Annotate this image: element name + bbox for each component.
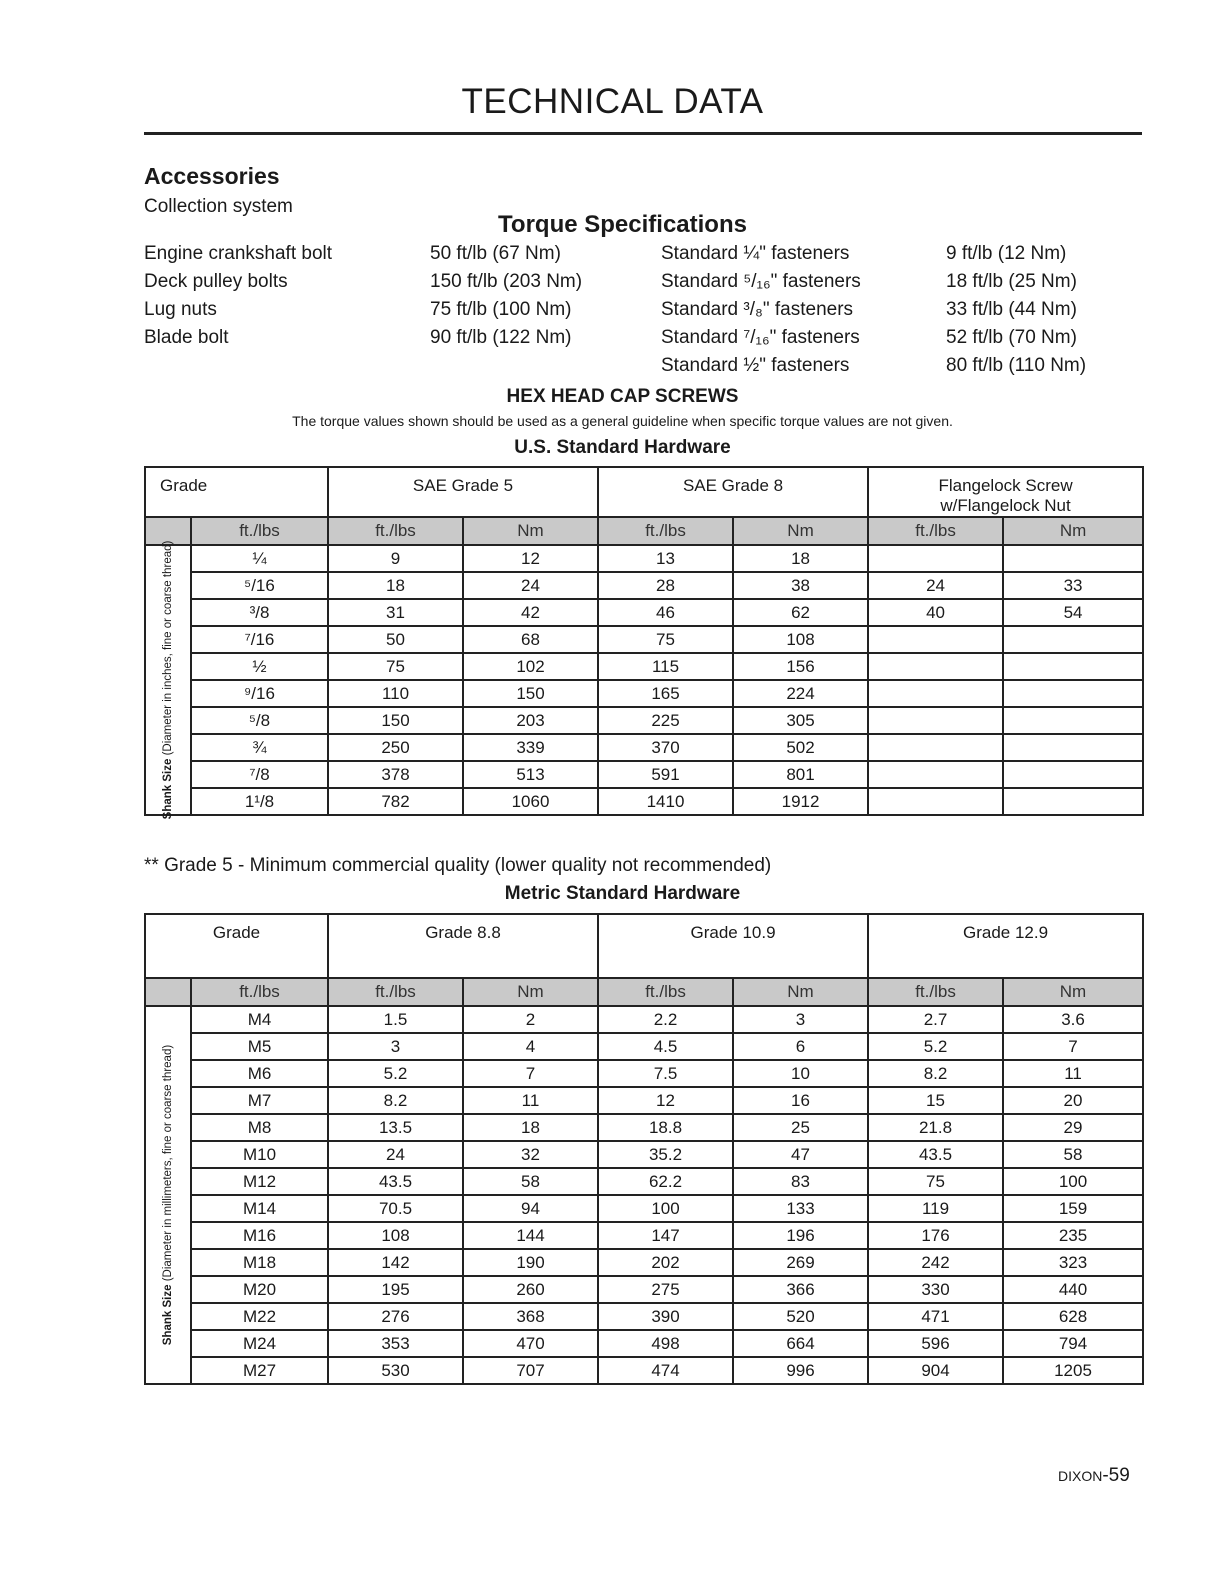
- torque-value-cell: 94: [463, 1195, 598, 1222]
- size-cell: M6: [191, 1060, 328, 1087]
- unit-cell-blank: [145, 978, 191, 1006]
- torque-value-cell: 29: [1003, 1114, 1143, 1141]
- torque-value-cell: 235: [1003, 1222, 1143, 1249]
- unit-header-cell: ft./lbs: [868, 978, 1003, 1006]
- torque-value-cell: 260: [463, 1276, 598, 1303]
- unit-header-cell: ft./lbs: [191, 978, 328, 1006]
- unit-row: [145, 978, 1143, 1006]
- shank-size-label: [145, 1006, 191, 1384]
- spec-value: 18 ft/lb (25 Nm): [946, 271, 1077, 292]
- grade-header: Grade: [145, 467, 328, 517]
- accessories-heading: Accessories: [144, 163, 280, 189]
- shank-size-label: [145, 540, 191, 820]
- torque-value-cell: 7.5: [598, 1060, 733, 1087]
- unit-header-cell: Nm: [733, 978, 868, 1006]
- torque-value-cell: 596: [868, 1330, 1003, 1357]
- torque-value-cell: 159: [1003, 1195, 1143, 1222]
- torque-value-cell: 2.2: [598, 1006, 733, 1033]
- torque-value-cell: 3: [733, 1006, 868, 1033]
- page-title: TECHNICAL DATA: [461, 82, 764, 121]
- table-row: [145, 1168, 1143, 1195]
- torque-value-cell: 323: [1003, 1249, 1143, 1276]
- size-cell: ⁷/8: [191, 761, 328, 788]
- torque-value-cell: 150: [328, 707, 463, 734]
- torque-value-cell: 470: [463, 1330, 598, 1357]
- unit-row: [145, 517, 1143, 545]
- torque-value-cell: 62.2: [598, 1168, 733, 1195]
- torque-value-cell: 62: [733, 599, 868, 626]
- unit-header-cell: ft./lbs: [598, 517, 733, 545]
- torque-value-cell: [868, 653, 1003, 680]
- size-cell: M27: [191, 1357, 328, 1384]
- torque-value-cell: 353: [328, 1330, 463, 1357]
- torque-value-cell: 390: [598, 1303, 733, 1330]
- torque-value-cell: 1.5: [328, 1006, 463, 1033]
- torque-value-cell: 18.8: [598, 1114, 733, 1141]
- torque-value-cell: 40: [868, 599, 1003, 626]
- torque-value-cell: 591: [598, 761, 733, 788]
- size-cell: M22: [191, 1303, 328, 1330]
- size-cell: ⁷/16: [191, 626, 328, 653]
- torque-value-cell: 2: [463, 1006, 598, 1033]
- size-cell: ⁹/16: [191, 680, 328, 707]
- torque-value-cell: 366: [733, 1276, 868, 1303]
- table-row: [145, 1141, 1143, 1168]
- unit-header-cell: Nm: [463, 517, 598, 545]
- torque-value-cell: 440: [1003, 1276, 1143, 1303]
- shank-size-description: (Diameter in inches, fine or coarse thread): [162, 540, 174, 759]
- unit-header-cell: Nm: [463, 978, 598, 1006]
- torque-value-cell: 165: [598, 680, 733, 707]
- torque-value-cell: [868, 761, 1003, 788]
- unit-header-cell: ft./lbs: [598, 978, 733, 1006]
- us-torque-table: [144, 466, 1144, 820]
- torque-value-cell: 628: [1003, 1303, 1143, 1330]
- unit-header-cell: Nm: [733, 517, 868, 545]
- size-cell: ½: [191, 653, 328, 680]
- torque-value-cell: 156: [733, 653, 868, 680]
- torque-value-cell: 474: [598, 1357, 733, 1384]
- torque-value-cell: 24: [328, 1141, 463, 1168]
- torque-value-cell: 195: [328, 1276, 463, 1303]
- torque-value-cell: 102: [463, 653, 598, 680]
- torque-value-cell: 42: [463, 599, 598, 626]
- unit-header-cell: ft./lbs: [328, 517, 463, 545]
- torque-value-cell: 75: [328, 653, 463, 680]
- torque-value-cell: 1912: [733, 788, 868, 815]
- torque-value-cell: 11: [1003, 1060, 1143, 1087]
- size-cell: M4: [191, 1006, 328, 1033]
- metric-table-title: Metric Standard Hardware: [504, 883, 741, 904]
- torque-value-cell: 24: [463, 572, 598, 599]
- collection-system-text: Collection system: [144, 196, 293, 217]
- torque-value-cell: 18: [733, 545, 868, 572]
- spec-label: Standard ⁷/₁₆" fasteners: [661, 327, 860, 348]
- size-cell: 1¹/8: [191, 788, 328, 815]
- size-cell: M14: [191, 1195, 328, 1222]
- torque-value-cell: 83: [733, 1168, 868, 1195]
- torque-value-cell: 16: [733, 1087, 868, 1114]
- torque-value-cell: 4.5: [598, 1033, 733, 1060]
- torque-value-cell: 6: [733, 1033, 868, 1060]
- torque-value-cell: 25: [733, 1114, 868, 1141]
- grade-10-9-header: Grade 10.9: [598, 914, 868, 978]
- torque-value-cell: 11: [463, 1087, 598, 1114]
- torque-value-cell: 147: [598, 1222, 733, 1249]
- table-row: [145, 599, 1143, 626]
- torque-value-cell: 10: [733, 1060, 868, 1087]
- torque-value-cell: 176: [868, 1222, 1003, 1249]
- torque-value-cell: 108: [733, 626, 868, 653]
- torque-value-cell: 275: [598, 1276, 733, 1303]
- torque-value-cell: 144: [463, 1222, 598, 1249]
- torque-value-cell: 190: [463, 1249, 598, 1276]
- sae-grade8-header: SAE Grade 8: [598, 467, 868, 517]
- torque-value-cell: 20: [1003, 1087, 1143, 1114]
- flangelock-header: [868, 467, 1143, 517]
- grade5-footnote: ** Grade 5 - Minimum commercial quality (lower quality not recommended): [144, 855, 772, 876]
- torque-value-cell: 12: [598, 1087, 733, 1114]
- torque-value-cell: 46: [598, 599, 733, 626]
- us-table-title: U.S. Standard Hardware: [514, 437, 731, 458]
- table-row: [145, 1357, 1143, 1384]
- torque-value-cell: 5.2: [868, 1033, 1003, 1060]
- size-cell: M8: [191, 1114, 328, 1141]
- torque-value-cell: 782: [328, 788, 463, 815]
- torque-value-cell: 38: [733, 572, 868, 599]
- torque-value-cell: 24: [868, 572, 1003, 599]
- torque-value-cell: 502: [733, 734, 868, 761]
- table-row: [145, 1222, 1143, 1249]
- torque-value-cell: 996: [733, 1357, 868, 1384]
- size-cell: M12: [191, 1168, 328, 1195]
- torque-value-cell: 15: [868, 1087, 1003, 1114]
- size-cell: ⁵/16: [191, 572, 328, 599]
- spec-value: 50 ft/lb (67 Nm): [430, 243, 561, 264]
- table-row: [145, 1276, 1143, 1303]
- shank-size-rotated-text: [162, 1045, 174, 1345]
- torque-value-cell: 28: [598, 572, 733, 599]
- hex-head-title: HEX HEAD CAP SCREWS: [506, 386, 739, 407]
- table-row: [145, 1006, 1143, 1033]
- table-row: [145, 1303, 1143, 1330]
- table-row: [145, 626, 1143, 653]
- torque-value-cell: 108: [328, 1222, 463, 1249]
- torque-value-cell: [868, 707, 1003, 734]
- spec-label: Engine crankshaft bolt: [144, 243, 333, 264]
- torque-value-cell: [1003, 761, 1143, 788]
- table-row: [145, 734, 1143, 761]
- torque-value-cell: 18: [463, 1114, 598, 1141]
- table-row: [145, 1114, 1143, 1141]
- spec-value: 33 ft/lb (44 Nm): [946, 299, 1077, 320]
- torque-value-cell: 142: [328, 1249, 463, 1276]
- torque-value-cell: 7: [1003, 1033, 1143, 1060]
- torque-value-cell: 330: [868, 1276, 1003, 1303]
- table-row: [145, 788, 1143, 815]
- spec-label: Lug nuts: [144, 299, 217, 320]
- torque-value-cell: 115: [598, 653, 733, 680]
- torque-value-cell: 150: [463, 680, 598, 707]
- torque-value-cell: 47: [733, 1141, 868, 1168]
- torque-value-cell: 276: [328, 1303, 463, 1330]
- size-cell: ¼: [191, 545, 328, 572]
- torque-value-cell: 513: [463, 761, 598, 788]
- torque-value-cell: 43.5: [868, 1141, 1003, 1168]
- torque-value-cell: 794: [1003, 1330, 1143, 1357]
- torque-value-cell: 203: [463, 707, 598, 734]
- table-row: [145, 572, 1143, 599]
- table-row: [145, 707, 1143, 734]
- torque-value-cell: [868, 788, 1003, 815]
- size-cell: M5: [191, 1033, 328, 1060]
- torque-value-cell: 242: [868, 1249, 1003, 1276]
- shank-size-rotated-text: [162, 541, 174, 820]
- shank-size-bold: Shank Size: [162, 758, 174, 820]
- shank-size-description: (Diameter in millimeters, fine or coarse thread): [162, 1044, 174, 1285]
- torque-value-cell: 54: [1003, 599, 1143, 626]
- torque-value-cell: 1060: [463, 788, 598, 815]
- torque-value-cell: 250: [328, 734, 463, 761]
- torque-value-cell: [868, 626, 1003, 653]
- spec-label: Blade bolt: [144, 327, 229, 348]
- torque-value-cell: 110: [328, 680, 463, 707]
- title-rule: [144, 132, 1142, 135]
- torque-value-cell: 68: [463, 626, 598, 653]
- torque-value-cell: 75: [868, 1168, 1003, 1195]
- torque-value-cell: 43.5: [328, 1168, 463, 1195]
- spec-value: 90 ft/lb (122 Nm): [430, 327, 572, 348]
- spec-label: Standard ³/₈" fasteners: [661, 299, 854, 320]
- flangelock-header-line1: Flangelock Screw: [938, 476, 1073, 495]
- spec-value: 80 ft/lb (110 Nm): [946, 355, 1087, 376]
- torque-value-cell: 119: [868, 1195, 1003, 1222]
- torque-value-cell: 1410: [598, 788, 733, 815]
- torque-value-cell: 664: [733, 1330, 868, 1357]
- torque-value-cell: [1003, 680, 1143, 707]
- spec-label: Deck pulley bolts: [144, 271, 288, 292]
- table-row: [145, 1330, 1143, 1357]
- torque-value-cell: 3: [328, 1033, 463, 1060]
- unit-header-cell: ft./lbs: [191, 517, 328, 545]
- spec-label: Standard ¼" fasteners: [661, 243, 850, 264]
- torque-value-cell: 471: [868, 1303, 1003, 1330]
- torque-value-cell: [1003, 626, 1143, 653]
- size-cell: M16: [191, 1222, 328, 1249]
- spec-value: 52 ft/lb (70 Nm): [946, 327, 1077, 348]
- grade-12-9-header: Grade 12.9: [868, 914, 1143, 978]
- torque-value-cell: 31: [328, 599, 463, 626]
- torque-value-cell: 13: [598, 545, 733, 572]
- sae-grade5-header: SAE Grade 5: [328, 467, 598, 517]
- spec-label: Standard ½" fasteners: [661, 355, 850, 376]
- table-row: [145, 1033, 1143, 1060]
- torque-value-cell: 224: [733, 680, 868, 707]
- size-cell: M18: [191, 1249, 328, 1276]
- metric-torque-table: [144, 913, 1144, 1385]
- torque-value-cell: 3.6: [1003, 1006, 1143, 1033]
- shank-size-bold: Shank Size: [162, 1284, 174, 1346]
- torque-value-cell: [868, 545, 1003, 572]
- torque-value-cell: 18: [328, 572, 463, 599]
- table-row: [145, 1060, 1143, 1087]
- torque-value-cell: 5.2: [328, 1060, 463, 1087]
- table-row: [145, 1195, 1143, 1222]
- torque-value-cell: 100: [598, 1195, 733, 1222]
- unit-header-cell: ft./lbs: [868, 517, 1003, 545]
- torque-value-cell: 9: [328, 545, 463, 572]
- size-cell: ⁵/8: [191, 707, 328, 734]
- unit-header-cell: ft./lbs: [328, 978, 463, 1006]
- torque-value-cell: 133: [733, 1195, 868, 1222]
- torque-value-cell: 2.7: [868, 1006, 1003, 1033]
- torque-value-cell: [1003, 734, 1143, 761]
- size-cell: M24: [191, 1330, 328, 1357]
- torque-value-cell: 520: [733, 1303, 868, 1330]
- unit-header-cell: Nm: [1003, 517, 1143, 545]
- spec-value: 9 ft/lb (12 Nm): [946, 243, 1067, 264]
- torque-value-cell: 378: [328, 761, 463, 788]
- spec-value: 150 ft/lb (203 Nm): [430, 271, 583, 292]
- table-row: [145, 680, 1143, 707]
- torque-value-cell: 50: [328, 626, 463, 653]
- torque-value-cell: 8.2: [328, 1087, 463, 1114]
- torque-value-cell: 75: [598, 626, 733, 653]
- hex-guideline-note: The torque values shown should be used as a general guideline when specific torque values are not given.: [292, 413, 953, 429]
- unit-header-cell: Nm: [1003, 978, 1143, 1006]
- flangelock-header-line2: w/Flangelock Nut: [940, 496, 1071, 515]
- torque-value-cell: [1003, 653, 1143, 680]
- size-cell: M10: [191, 1141, 328, 1168]
- torque-value-cell: 7: [463, 1060, 598, 1087]
- torque-value-cell: 100: [1003, 1168, 1143, 1195]
- torque-value-cell: 707: [463, 1357, 598, 1384]
- torque-value-cell: 305: [733, 707, 868, 734]
- torque-value-cell: 202: [598, 1249, 733, 1276]
- torque-value-cell: 8.2: [868, 1060, 1003, 1087]
- torque-value-cell: 33: [1003, 572, 1143, 599]
- page-label: -59: [1102, 1465, 1130, 1486]
- torque-value-cell: 801: [733, 761, 868, 788]
- table-row: [145, 545, 1143, 572]
- torque-value-cell: 70.5: [328, 1195, 463, 1222]
- spec-value: 75 ft/lb (100 Nm): [430, 299, 572, 320]
- torque-value-cell: 58: [463, 1168, 598, 1195]
- torque-value-cell: 12: [463, 545, 598, 572]
- torque-value-cell: 13.5: [328, 1114, 463, 1141]
- torque-value-cell: [868, 680, 1003, 707]
- torque-value-cell: 196: [733, 1222, 868, 1249]
- torque-specifications-title: Torque Specifications: [498, 211, 747, 238]
- spec-label: Standard ⁵/₁₆" fasteners: [661, 271, 861, 292]
- size-cell: M7: [191, 1087, 328, 1114]
- torque-value-cell: 370: [598, 734, 733, 761]
- torque-value-cell: [1003, 788, 1143, 815]
- torque-value-cell: [1003, 545, 1143, 572]
- torque-value-cell: 339: [463, 734, 598, 761]
- torque-value-cell: 35.2: [598, 1141, 733, 1168]
- page-number: [1058, 1465, 1130, 1487]
- torque-value-cell: 58: [1003, 1141, 1143, 1168]
- torque-value-cell: [1003, 707, 1143, 734]
- torque-value-cell: 225: [598, 707, 733, 734]
- torque-value-cell: 530: [328, 1357, 463, 1384]
- size-cell: ¾: [191, 734, 328, 761]
- table-row: [145, 761, 1143, 788]
- torque-value-cell: 21.8: [868, 1114, 1003, 1141]
- torque-value-cell: 269: [733, 1249, 868, 1276]
- size-cell: M20: [191, 1276, 328, 1303]
- brand-label: DIXON: [1058, 1468, 1103, 1484]
- table-row: [145, 1087, 1143, 1114]
- table-row: [145, 653, 1143, 680]
- grade-8-8-header: Grade 8.8: [328, 914, 598, 978]
- grade-header: Grade: [145, 914, 328, 978]
- torque-value-cell: 32: [463, 1141, 598, 1168]
- torque-value-cell: 1205: [1003, 1357, 1143, 1384]
- torque-value-cell: 4: [463, 1033, 598, 1060]
- torque-value-cell: 904: [868, 1357, 1003, 1384]
- table-row: [145, 1249, 1143, 1276]
- size-cell: ³/8: [191, 599, 328, 626]
- torque-value-cell: 498: [598, 1330, 733, 1357]
- torque-value-cell: [868, 734, 1003, 761]
- torque-value-cell: 368: [463, 1303, 598, 1330]
